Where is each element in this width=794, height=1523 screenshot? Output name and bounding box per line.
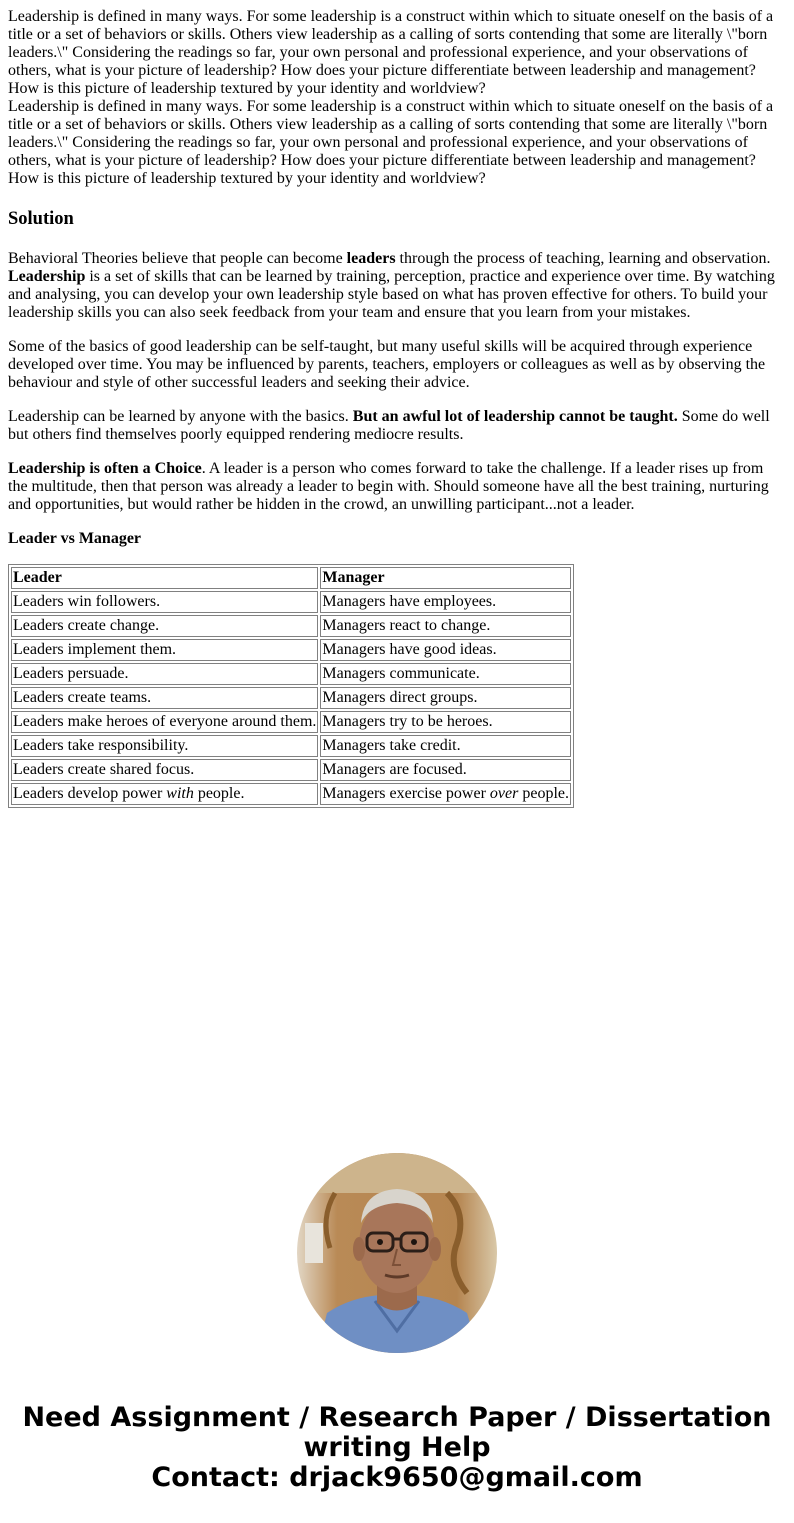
leader-vs-manager-table (8, 564, 574, 808)
table-row (11, 591, 571, 613)
table-row (11, 639, 571, 661)
solution-heading: Solution (8, 209, 74, 229)
table-cell-leader: Leaders create change. (11, 615, 318, 637)
table-cell-leader: Leaders make heroes of everyone around them. (11, 711, 318, 733)
table-cell-manager: Managers are focused. (320, 759, 571, 781)
table-header-row (11, 567, 571, 589)
solution-paragraph-choice: Leadership is often a Choice. A leader is a person who comes forward to take the challenge. If a leader rises up from the multitude, then that person was already a leader to begin with. Should someone have all the best training, nurturing and opportunities, but would rather be hidden in the crowd, an unwilling participant...not a leader. (8, 460, 769, 513)
solution-paragraph-learned: Leadership can be learned by anyone with the basics. But an awful lot of leadership cannot be taught. Some do well but others find themselves poorly equipped rendering mediocre results. (8, 408, 770, 443)
promo-banner (0, 1403, 794, 1493)
question-block (8, 8, 786, 188)
solution-paragraph-behavioral: Behavioral Theories believe that people can become leaders through the process of teaching, learning and observation. Leadership is a set of skills that can be learned by training, perception, practice and experience over time. By watching and analysing, you can develop your own leadership style based on what has proven effective for others. To build your leadership skills you can also seek feedback from your team and ensure that you learn from your mistakes. (8, 250, 775, 321)
promo-contact: Contact: drjack9650@gmail.com (151, 1462, 643, 1493)
table-cell-manager: Managers react to change. (320, 615, 571, 637)
table-row (11, 615, 571, 637)
table-header-manager: Manager (320, 567, 571, 589)
table-cell-leader: Leaders persuade. (11, 663, 318, 685)
table-cell-leader: Leaders create teams. (11, 687, 318, 709)
table-cell-leader: Leaders implement them. (11, 639, 318, 661)
table-cell-leader: Leaders create shared focus. (11, 759, 318, 781)
solution-paragraph-basics: Some of the basics of good leadership can be self-taught, but many useful skills will be acquired through experience developed over time. You may be influenced by parents, teachers, employers or colleagues as well as by observing the behaviour and style of other successful leaders and seeking their advice. (8, 338, 766, 391)
table-cell-leader: Leaders win followers. (11, 591, 318, 613)
table-cell-manager: Managers communicate. (320, 663, 571, 685)
promo-line: Need Assignment / Research Paper / Dissertation (22, 1402, 772, 1433)
table-header-leader: Leader (11, 567, 318, 589)
table-cell-manager: Managers have good ideas. (320, 639, 571, 661)
table-cell-manager: Managers exercise power over people. (320, 783, 571, 805)
table-row (11, 687, 571, 709)
author-portrait-image (297, 1153, 497, 1353)
table-row (11, 759, 571, 781)
table-cell-manager: Managers take credit. (320, 735, 571, 757)
table-row (11, 783, 571, 805)
table-row (11, 711, 571, 733)
table-cell-manager: Managers direct groups. (320, 687, 571, 709)
leader-vs-manager-heading: Leader vs Manager (8, 530, 142, 547)
table-cell-manager: Managers have employees. (320, 591, 571, 613)
table-row (11, 735, 571, 757)
table-cell-leader: Leaders take responsibility. (11, 735, 318, 757)
question-paragraph: Leadership is defined in many ways. For some leadership is a construct within which to situate oneself on the basis of a title or a set of behaviors or skills. Others view leadership as a calling of sorts contending that some are literally \"born leaders.\" Considering the readings so far, your own personal and professional experience, and your observations of others, what is your picture of leadership? How does your picture differentiate between leadership and management? How is this picture of leadership textured by your identity and worldview? (8, 8, 774, 97)
question-paragraph: Leadership is defined in many ways. For some leadership is a construct within which to situate oneself on the basis of a title or a set of behaviors or skills. Others view leadership as a calling of sorts contending that some are literally \"born leaders.\" Considering the readings so far, your own personal and professional experience, and your observations of others, what is your picture of leadership? How does your picture differentiate between leadership and management? How is this picture of leadership textured by your identity and worldview? (8, 98, 774, 187)
author-avatar (297, 1153, 497, 1353)
table-cell-leader: Leaders develop power with people. (11, 783, 318, 805)
promo-line: writing Help (303, 1432, 491, 1463)
table-row (11, 663, 571, 685)
table-cell-manager: Managers try to be heroes. (320, 711, 571, 733)
